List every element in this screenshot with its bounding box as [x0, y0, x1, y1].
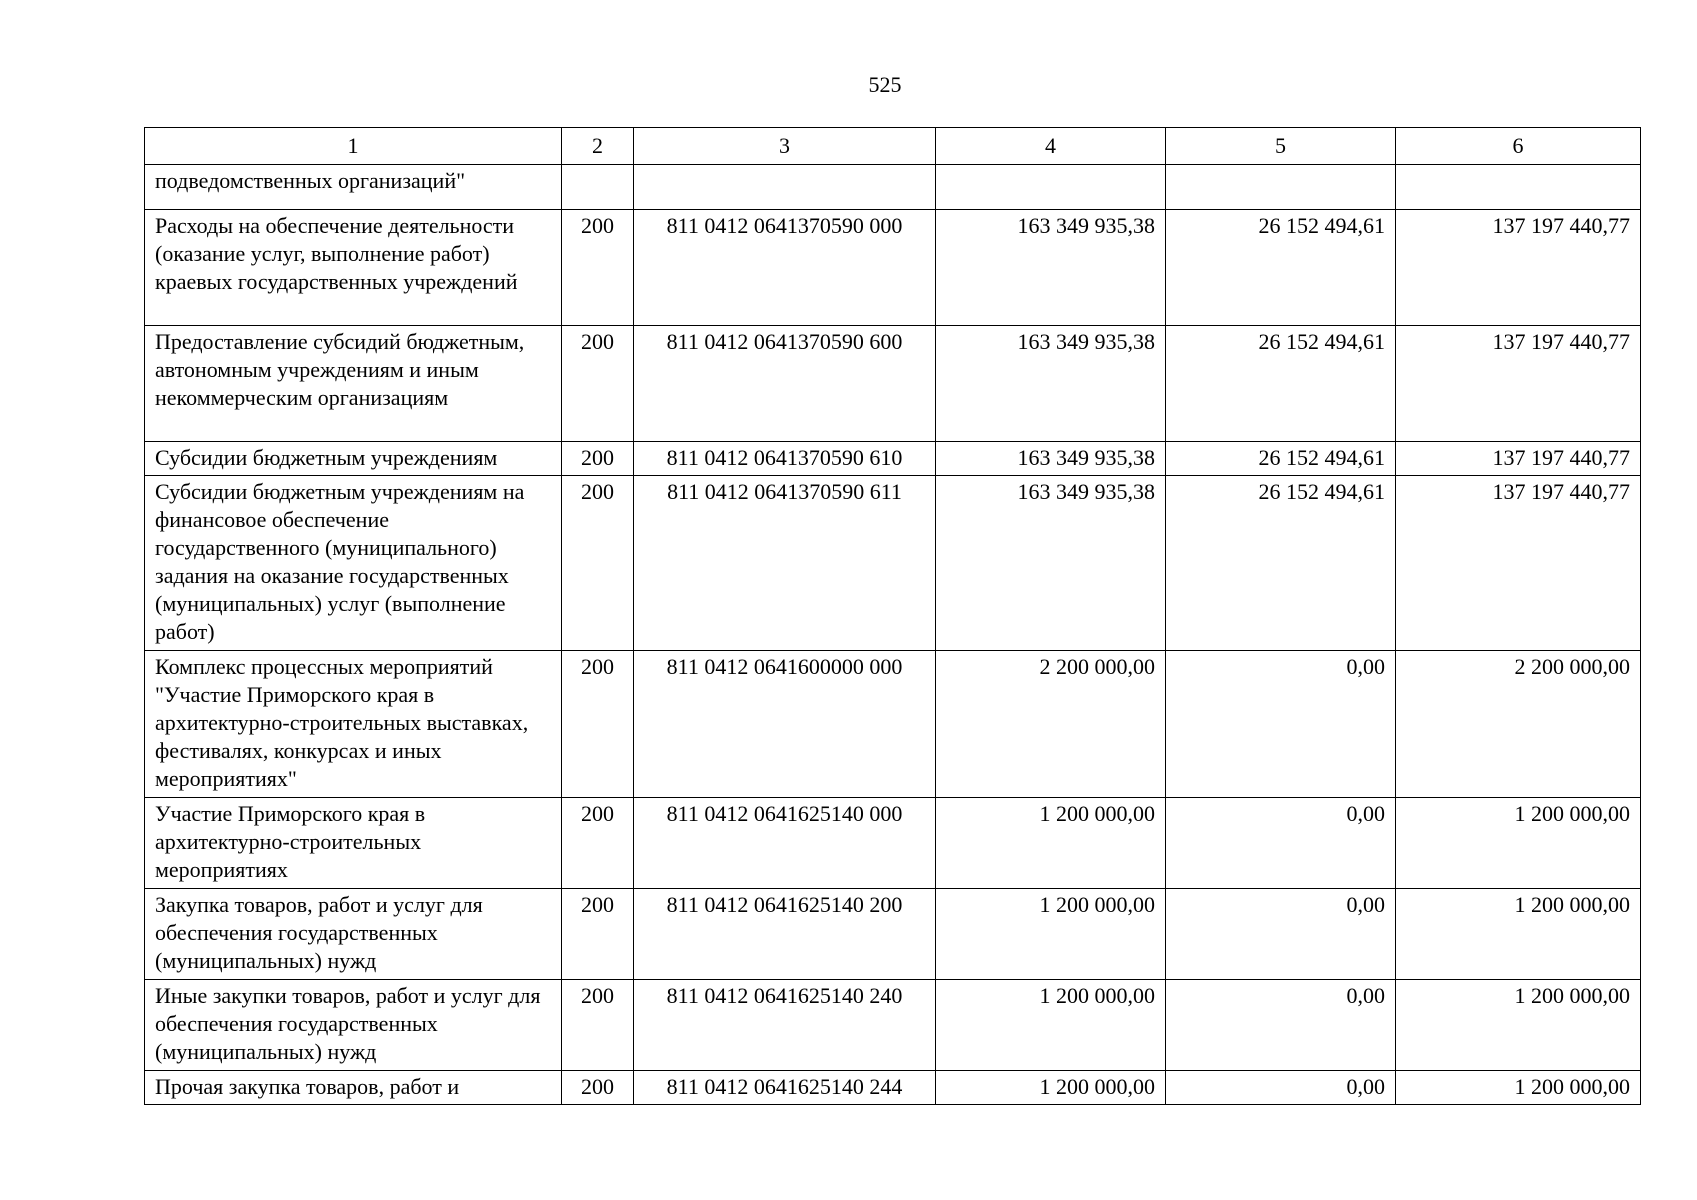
- row-code: 200: [562, 798, 634, 889]
- row-exec: 26 152 494,61: [1166, 476, 1396, 651]
- row-exec: 26 152 494,61: [1166, 210, 1396, 326]
- row-plan: 1 200 000,00: [936, 889, 1166, 980]
- row-code: 200: [562, 476, 634, 651]
- row-rest: 1 200 000,00: [1396, 798, 1641, 889]
- row-plan: [936, 165, 1166, 210]
- row-exec: 26 152 494,61: [1166, 326, 1396, 442]
- row-code: 200: [562, 980, 634, 1071]
- row-code: 200: [562, 1071, 634, 1105]
- row-code: 200: [562, 889, 634, 980]
- row-name: подведомственных организаций": [145, 165, 562, 210]
- column-header: 4: [936, 128, 1166, 165]
- table-row: [145, 326, 1641, 442]
- table-row: [145, 442, 1641, 476]
- budget-table: [144, 127, 1641, 1105]
- row-plan: 2 200 000,00: [936, 651, 1166, 798]
- row-rest: 2 200 000,00: [1396, 651, 1641, 798]
- table-row: [145, 651, 1641, 798]
- row-plan: 163 349 935,38: [936, 442, 1166, 476]
- row-kbk: 811 0412 0641625140 000: [634, 798, 936, 889]
- row-name: Расходы на обеспечение деятельности (оказание услуг, выполнение работ) краевых государственных учреждений: [145, 210, 562, 326]
- page-number: 525: [868, 72, 902, 97]
- table-row: [145, 165, 1641, 210]
- row-kbk: 811 0412 0641625140 244: [634, 1071, 936, 1105]
- row-exec: [1166, 165, 1396, 210]
- row-plan: 1 200 000,00: [936, 798, 1166, 889]
- row-name: Участие Приморского края в архитектурно-строительных мероприятиях: [145, 798, 562, 889]
- row-name: Субсидии бюджетным учреждениям на финансовое обеспечение государственного (муниципального) задания на оказание государственных (муниципальных) услуг (выполнение работ): [145, 476, 562, 651]
- row-exec: 0,00: [1166, 980, 1396, 1071]
- row-exec: 0,00: [1166, 1071, 1396, 1105]
- row-name: Закупка товаров, работ и услуг для обеспечения государственных (муниципальных) нужд: [145, 889, 562, 980]
- row-rest: [1396, 165, 1641, 210]
- column-header: 5: [1166, 128, 1396, 165]
- table-row: [145, 1071, 1641, 1105]
- table-row: [145, 889, 1641, 980]
- row-name: Иные закупки товаров, работ и услуг для обеспечения государственных (муниципальных) нужд: [145, 980, 562, 1071]
- row-kbk: 811 0412 0641600000 000: [634, 651, 936, 798]
- row-code: 200: [562, 210, 634, 326]
- row-rest: 1 200 000,00: [1396, 980, 1641, 1071]
- row-kbk: 811 0412 0641625140 200: [634, 889, 936, 980]
- row-code: 200: [562, 651, 634, 798]
- row-plan: 1 200 000,00: [936, 980, 1166, 1071]
- column-header: 1: [145, 128, 562, 165]
- row-kbk: 811 0412 0641625140 240: [634, 980, 936, 1071]
- row-exec: 0,00: [1166, 798, 1396, 889]
- table-header-row: [145, 128, 1641, 165]
- row-kbk: 811 0412 0641370590 611: [634, 476, 936, 651]
- row-rest: 137 197 440,77: [1396, 476, 1641, 651]
- row-name: Субсидии бюджетным учреждениям: [145, 442, 562, 476]
- table-row: [145, 210, 1641, 326]
- table-row: [145, 476, 1641, 651]
- table-row: [145, 980, 1641, 1071]
- table-row: [145, 798, 1641, 889]
- row-code: [562, 165, 634, 210]
- row-rest: 1 200 000,00: [1396, 889, 1641, 980]
- row-code: 200: [562, 442, 634, 476]
- row-name: Предоставление субсидий бюджетным, автономным учреждениям и иным некоммерческим организациям: [145, 326, 562, 442]
- row-plan: 1 200 000,00: [936, 1071, 1166, 1105]
- row-name: Прочая закупка товаров, работ и: [145, 1071, 562, 1105]
- row-rest: 137 197 440,77: [1396, 442, 1641, 476]
- row-plan: 163 349 935,38: [936, 210, 1166, 326]
- row-kbk: 811 0412 0641370590 600: [634, 326, 936, 442]
- row-kbk: [634, 165, 936, 210]
- row-kbk: 811 0412 0641370590 610: [634, 442, 936, 476]
- row-code: 200: [562, 326, 634, 442]
- column-header: 6: [1396, 128, 1641, 165]
- row-exec: 26 152 494,61: [1166, 442, 1396, 476]
- row-plan: 163 349 935,38: [936, 326, 1166, 442]
- column-header: 3: [634, 128, 936, 165]
- row-rest: 137 197 440,77: [1396, 210, 1641, 326]
- column-header: 2: [562, 128, 634, 165]
- row-kbk: 811 0412 0641370590 000: [634, 210, 936, 326]
- row-rest: 137 197 440,77: [1396, 326, 1641, 442]
- row-name: Комплекс процессных мероприятий "Участие Приморского края в архитектурно-строительных выставках, фестивалях, конкурсах и иных мероприятиях": [145, 651, 562, 798]
- row-exec: 0,00: [1166, 651, 1396, 798]
- row-plan: 163 349 935,38: [936, 476, 1166, 651]
- row-exec: 0,00: [1166, 889, 1396, 980]
- row-rest: 1 200 000,00: [1396, 1071, 1641, 1105]
